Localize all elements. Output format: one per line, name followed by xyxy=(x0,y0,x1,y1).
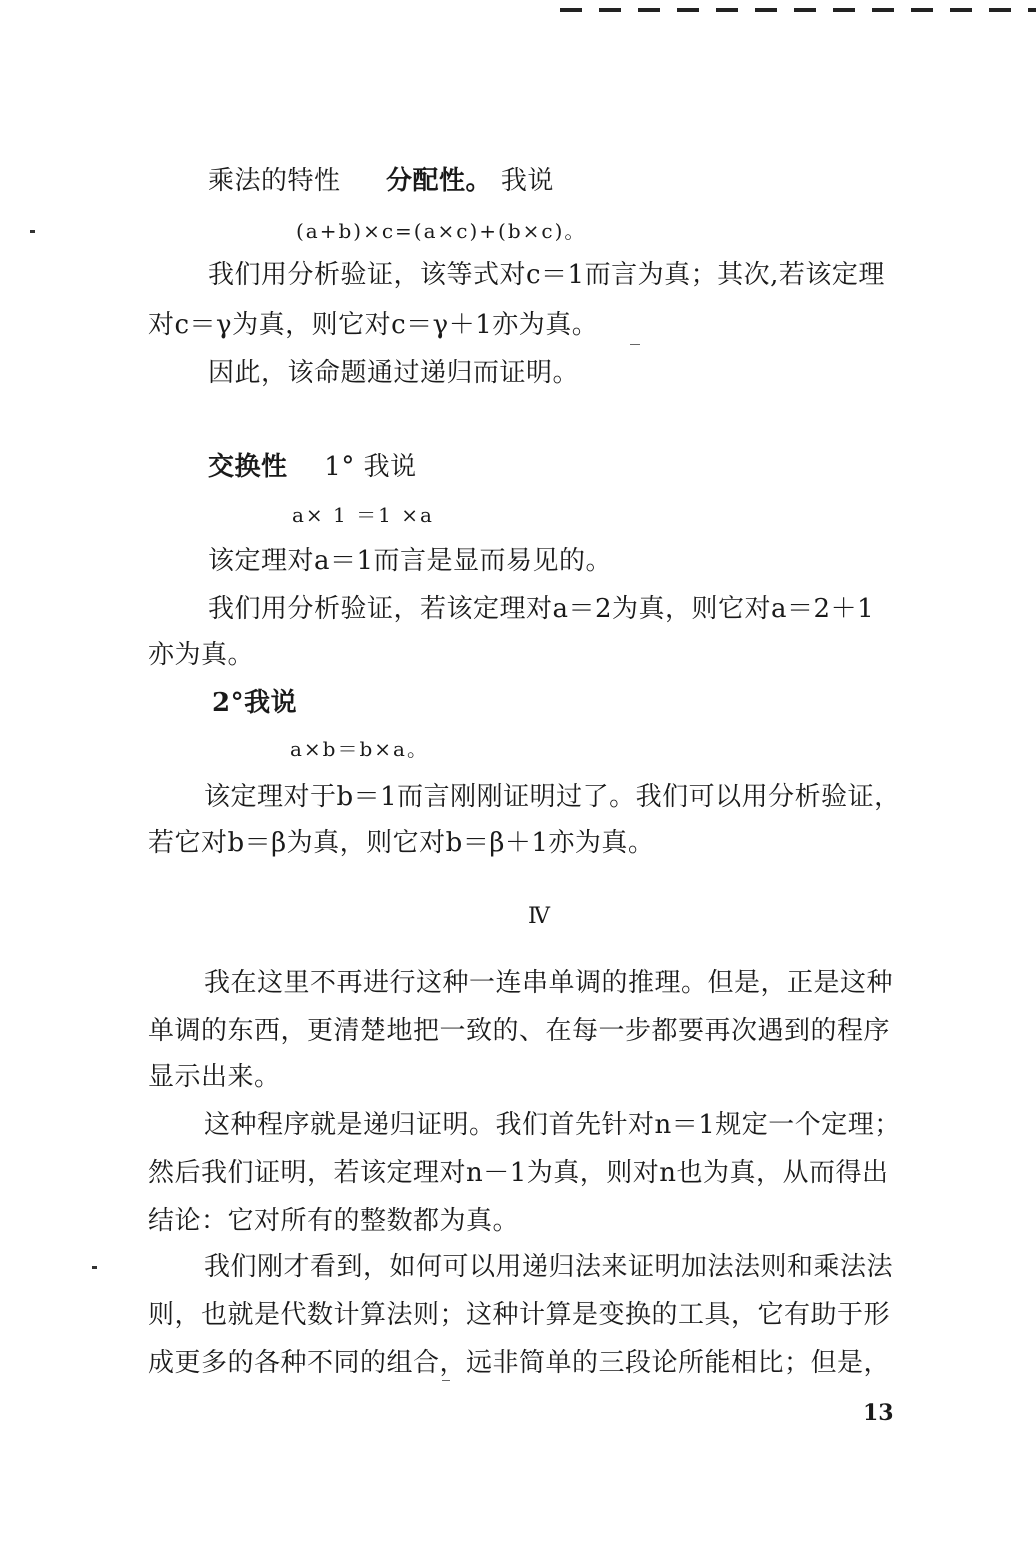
section-numeral: Ⅳ xyxy=(528,904,550,929)
paragraph-line: 若它对b＝β为真，则它对b＝β＋1亦为真。 xyxy=(148,828,655,858)
paragraph-line: 该定理对a＝1而言是显而易见的。 xyxy=(208,546,613,576)
paragraph-line: 然后我们证明，若该定理对n－1为真，则对n也为真，从而得出 xyxy=(148,1158,889,1188)
paragraph-line: 单调的东西，更清楚地把一致的、在每一步都要再次遇到的程序 xyxy=(148,1016,891,1046)
paragraph-line: 我们用分析验证，该等式对c＝1而言为真；其次,若该定理 xyxy=(208,260,885,290)
paragraph-line: 对c＝γ为真，则它对c＝γ＋1亦为真。 xyxy=(148,310,599,340)
item-one-text: 1° 我说 xyxy=(324,452,417,482)
paragraph-line: 结论：它对所有的整数都为真。 xyxy=(148,1206,520,1236)
paragraph-line: 显示出来。 xyxy=(148,1062,281,1092)
paragraph-line: 成更多的各种不同的组合，远非简单的三段论所能相比；但是， xyxy=(148,1348,891,1378)
identity-formula: a× 1 ＝1 ×a xyxy=(292,503,434,527)
paragraph-line: 我们用分析验证，若该定理对a＝2为真，则它对a＝2＋1 xyxy=(208,594,875,624)
i-say-text: 我说 xyxy=(500,166,554,196)
paragraph-line: 该定理对于b＝1而言刚刚证明过了。我们可以用分析验证， xyxy=(204,782,901,812)
margin-speck xyxy=(92,1266,97,1269)
commutativity-label: 交换性 xyxy=(208,452,288,482)
paragraph-line: 亦为真。 xyxy=(148,640,255,670)
print-speck xyxy=(442,1380,450,1381)
paragraph-line: 因此，该命题通过递归而证明。 xyxy=(208,358,580,388)
distributivity-formula: (a+b)×c=(a×c)+(b×c)。 xyxy=(296,219,587,243)
margin-speck xyxy=(30,230,35,233)
distributivity-label: 分配性。 xyxy=(386,166,493,196)
commutativity-heading-line xyxy=(208,450,417,484)
paragraph-line: 则，也就是代数计算法则；这种计算是变换的工具，它有助于形 xyxy=(148,1300,891,1330)
top-dashed-rule xyxy=(560,8,1036,12)
commutativity-formula: a×b＝b×a。 xyxy=(290,737,429,761)
distributivity-heading-line xyxy=(208,164,554,198)
section-label-multiplication: 乘法的特性 xyxy=(208,166,341,196)
item-two-heading: 2°我说 xyxy=(212,688,298,718)
print-speck xyxy=(630,344,640,345)
page-number: 13 xyxy=(863,1400,894,1426)
paragraph-line: 这种程序就是递归证明。我们首先针对n＝1规定一个定理； xyxy=(204,1110,901,1140)
paragraph-line: 我们刚才看到，如何可以用递归法来证明加法法则和乘法法 xyxy=(204,1252,894,1282)
paragraph-line: 我在这里不再进行这种一连串单调的推理。但是，正是这种 xyxy=(204,968,894,998)
